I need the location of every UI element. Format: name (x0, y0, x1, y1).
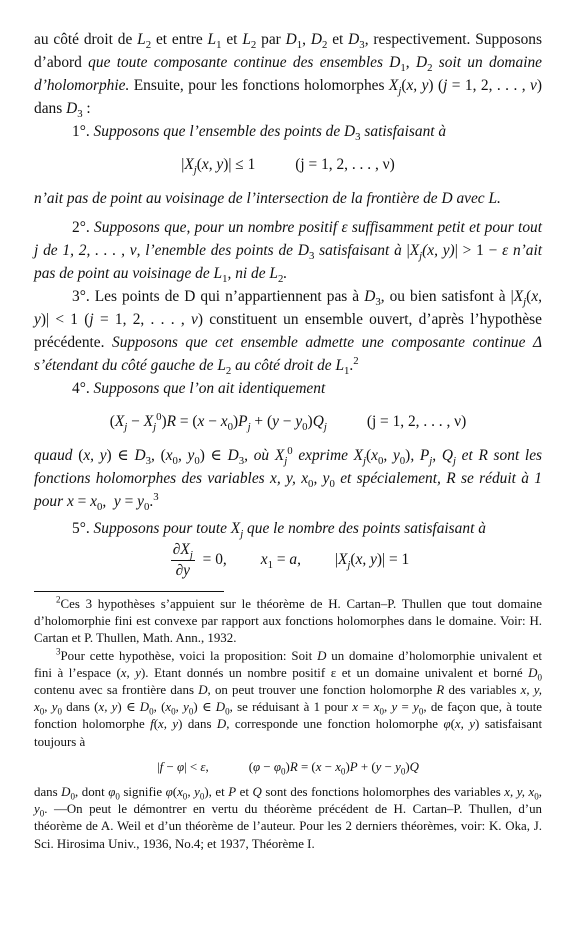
footnote-ref-3[interactable]: 3 (153, 490, 159, 503)
footnotes (34, 596, 542, 853)
footnote-3-cont: dans $D_0$, dont $\varphi_0$ signifie $\varphi(x_0$, $y_0$), et P et Q sont des fonctions holomorphes des variables x, y, $x_0$, $y_0$. —On peut le démontrer en vertu du théorème précédent de H. Cartan–P. Thullen, d’un théorème de A. Weil et d’un théorème de l’auteur. Pour les 2 derniers théorèmes, voir: K. Oka, J. Sci. Hirosima Univ., 1936, No.4; et 1937, Théorème I. (34, 785, 542, 851)
paragraph-intro: au côté droit de $L_2$ et entre $L_1$ et $L_2$ par $D_1$, $D_2$ et $D_3$, respectivement. Supposons d’abord que toute composante continue des ensembles $D_1$, $D_2$ soit un domaine d’holomorphie. Ensuite, pour les fonctions holomorphes $X_j(x$, y) (j = 1, 2, . . . , ν) dans $D_3$ : (34, 31, 542, 121)
footnote-rule (34, 591, 224, 592)
hypothesis-5: 5°. Supposons pour toute $X_j$ que le nombre des points satisfaisant à (72, 520, 486, 541)
formula-hyp4: $(X_j - X_j^0)R = (x - x_0)P_j + (y - y_0)Q_j$ (j = 1, 2, . . . , ν) (109, 410, 467, 434)
hypothesis-4-cont: quaud (x, y) ∈ $D_3$, ($x_0$, $y_0$) ∈ $D_3$, où $X_j^0$ exprime $X_j(x_0$, $y_0$), $P_j$, $Q_j$ et R sont les fonctions holomorphes des variables x, y, $x_0$, $y_0$ et spécialement, R se réduit à 1 pour $x = x_0$, $y = y_0.^3$ (34, 444, 543, 514)
footnote-3: $^3$Pour cette hypothèse, voici la proposition: Soit D un domaine d’holomorphie univalent et fini à l’espace (x, y). Etant donnés un nombre positif ε et un domaine univalent et borné $D_0$ contenu avec sa frontière dans D, on peut trouver une fonction holomorphe R des variables x, y, $x_0$, $y_0$ dans (x, y) ∈ $D_0$, ($x_0$, $y_0$) ∈ $D_0$, se réduisant à 1 pour $x = x_0$, $y = y_0$, de façon que, à toute fonction holomorphe f(x, y) dans D, corresponde une fonction holomorphe φ(x, y) satisfaisant toujours à (34, 646, 543, 749)
hypothesis-1-cont: n’ait pas de point au voisinage de l’intersection de la frontière de D avec L. (34, 190, 501, 207)
hypothesis-3: 3°. Les points de D qui n’appartiennent pas à $D_3$, ou bien satisfont à $|X_j(x$, y)| < 1 (j = 1, 2, . . . , ν) constituent un ensemble ouvert, d’après l’hypothèse précédente. Supposons que cet ensemble admette une composante continue Δ s’étendant du côté gauche de $L_2$ au côté droit de $L_1.^2$ (34, 288, 543, 378)
footnote-2: $^2$Ces 3 hypothèses s’appuient sur le théorème de H. Cartan–P. Thullen que tout domaine d’holomorphie fini est convexe par rapport aux fonctions holomorphes dans le domaine. Voir: H. Cartan et P. Thullen, Math. Ann., 1932. (34, 594, 542, 646)
hypothesis-4: 4°. Supposons que l’on ait identiquement (72, 380, 326, 397)
formula-hyp1: $|X_j(x$, y)| ≤ 1 (j = 1, 2, . . . , ν) (181, 156, 395, 177)
formula-footnote-3: |f − φ| < ε, $(\varphi - \varphi_0)R = (x - x_0)P + (y - y_0)Q$ (157, 759, 419, 777)
formula-hyp5: $\frac{\partial X_j}{\partial y}$ = 0, $x_1 = a$, $|X_j(x$, y)| = 1 (172, 541, 410, 579)
footnote-ref-2[interactable]: 2 (353, 354, 359, 367)
hypothesis-1: 1°. Supposons que l’ensemble des points de $D_3$ satisfaisant à (72, 123, 447, 144)
hypothesis-2: 2°. Supposons que, pour un nombre positif ε suffisamment petit et pour tout j de 1, 2, . . . , ν, l’enemble des points de $D_3$ satisfaisant à $|X_j(x$, y)| > 1 − ε n’ait pas de point au voisinage de $L_1$, ni de $L_2$. (34, 219, 543, 286)
